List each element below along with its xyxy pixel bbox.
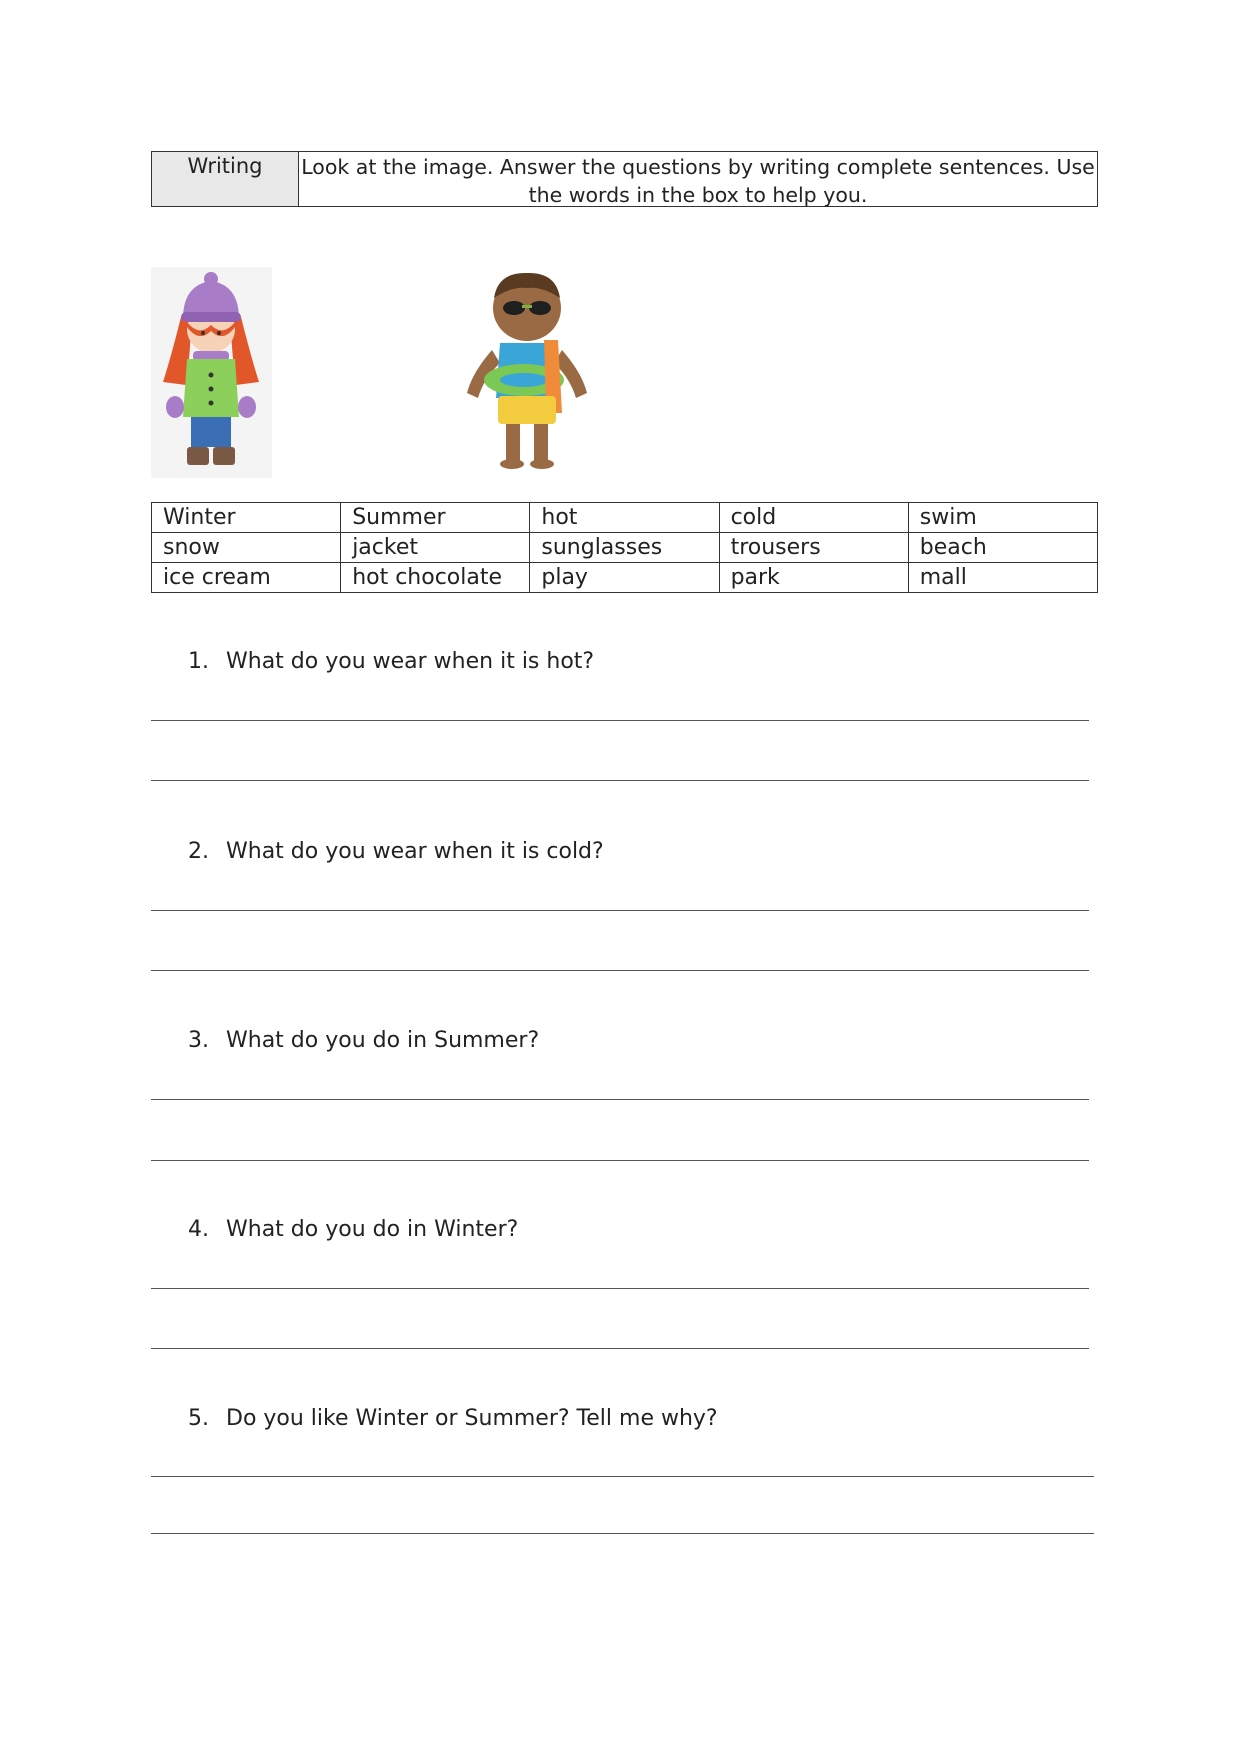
word-bank-table — [151, 502, 1098, 593]
word-cell: sunglasses — [530, 533, 719, 563]
instructions-text: Look at the image. Answer the questions by writing complete sentences. Use the words in the box to help you. — [301, 155, 1095, 207]
answer-line[interactable] — [151, 1476, 1094, 1477]
word-cell: mall — [908, 563, 1097, 593]
word-cell: snow — [152, 533, 341, 563]
word-bank-row — [152, 563, 1098, 593]
word-cell: Summer — [341, 503, 530, 533]
word-bank-row — [152, 503, 1098, 533]
answer-line[interactable] — [151, 1533, 1094, 1534]
question-number: 4. — [188, 1217, 209, 1242]
word-cell: trousers — [719, 533, 908, 563]
word-cell: cold — [719, 503, 908, 533]
answer-line[interactable] — [151, 1099, 1089, 1100]
question-number: 2. — [188, 839, 209, 864]
word-cell: hot — [530, 503, 719, 533]
word-cell: play — [530, 563, 719, 593]
question-text: Do you like Winter or Summer? Tell me why? — [226, 1406, 718, 1431]
word-cell: ice cream — [152, 563, 341, 593]
question-text: What do you do in Winter? — [226, 1217, 519, 1242]
question-text: What do you do in Summer? — [226, 1028, 540, 1053]
question-number: 1. — [188, 649, 209, 674]
section-label: Writing — [152, 152, 299, 206]
answer-line[interactable] — [151, 1288, 1089, 1289]
answer-line[interactable] — [151, 1160, 1089, 1161]
summer-boy-image — [462, 268, 596, 473]
answer-line[interactable] — [151, 1348, 1089, 1349]
word-cell: park — [719, 563, 908, 593]
answer-line[interactable] — [151, 970, 1089, 971]
question-text: What do you wear when it is hot? — [226, 649, 595, 674]
question-5 — [188, 1406, 718, 1431]
question-4 — [188, 1217, 518, 1242]
question-text: What do you wear when it is cold? — [226, 839, 604, 864]
word-cell: hot chocolate — [341, 563, 530, 593]
word-bank-row — [152, 533, 1098, 563]
answer-line[interactable] — [151, 720, 1089, 721]
answer-line[interactable] — [151, 910, 1089, 911]
question-2 — [188, 839, 604, 864]
question-1 — [188, 649, 594, 674]
answer-line[interactable] — [151, 780, 1089, 781]
word-cell: jacket — [341, 533, 530, 563]
winter-girl-image — [151, 267, 272, 478]
instruction-header — [151, 151, 1098, 207]
question-number: 3. — [188, 1028, 209, 1053]
word-cell: Winter — [152, 503, 341, 533]
question-3 — [188, 1028, 539, 1053]
question-number: 5. — [188, 1406, 209, 1431]
word-cell: beach — [908, 533, 1097, 563]
word-cell: swim — [908, 503, 1097, 533]
